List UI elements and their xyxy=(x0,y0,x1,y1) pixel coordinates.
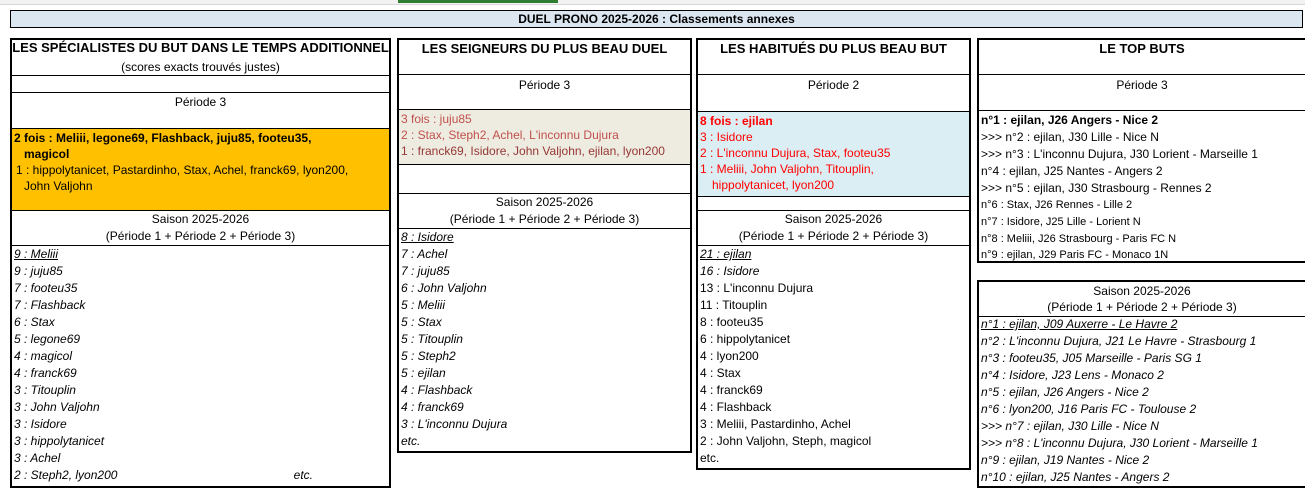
season-top-row: >>> n°7 : ejilan, J30 Lille - Nice N xyxy=(981,419,1159,433)
period-line: 2 : L'inconnu Dujura, Stax, footeu35 xyxy=(700,146,891,160)
period-line: 1 : franck69, Isidore, John Valjohn, ejilan, lyon200 xyxy=(401,144,665,158)
top-row: n°9 : ejilan, J29 Paris FC - Monaco 1N xyxy=(981,249,1169,261)
panel-top-buts-title: LE TOP BUTS xyxy=(1099,41,1185,56)
season-row: 9 : juju85 xyxy=(14,264,63,278)
season-row: 4 : Flashback xyxy=(401,383,473,397)
panel-specialistes-period: Période 3 xyxy=(174,95,227,109)
panel-seigneurs-period-block xyxy=(399,110,690,164)
season-row: 4 : Flashback xyxy=(700,400,772,414)
panel-specialistes-title: LES SPÉCIALISTES DU BUT DANS LE TEMPS ADDITIONNEL xyxy=(12,40,389,55)
period-line-text: 3 fois : juju85 xyxy=(401,112,472,126)
season-row: 6 : hippolytanicet xyxy=(700,332,791,346)
season-row: 4 : lyon200 xyxy=(700,349,759,363)
panel-seigneurs-season: Saison 2025-2026 xyxy=(495,195,594,209)
panel-specialistes-period-block xyxy=(12,129,389,210)
period-line: 2 fois : Meliii, legone69, Flashback, juju85, footeu35, xyxy=(14,131,312,145)
divider xyxy=(979,74,1305,75)
season-row: etc. xyxy=(700,451,720,465)
season-row: 11 : Titouplin xyxy=(700,298,768,312)
season-top-row: n°9 : ejilan, J19 Nantes - Nice 2 xyxy=(981,453,1150,467)
period-line: 3 : Isidore xyxy=(700,130,753,144)
top-row: >>> n°2 : ejilan, J30 Lille - Nice N xyxy=(981,130,1159,144)
panel-seigneurs-period: Période 3 xyxy=(518,78,571,92)
season-row: 9 : Meliii xyxy=(14,247,59,261)
season-row: 5 : Titouplin xyxy=(401,332,463,346)
panel-top-buts-season-title: Saison 2025-2026 xyxy=(1093,284,1191,298)
season-row: 5 : legone69 xyxy=(14,332,81,346)
season-row: 3 : Achel xyxy=(14,451,61,465)
panel-habitues-title: LES HABITUÉS DU PLUS BEAU BUT xyxy=(720,41,947,56)
panel-habitues xyxy=(696,38,971,470)
season-row: 3 : Isidore xyxy=(14,417,67,431)
season-row: 3 : Meliii, Pastardinho, Achel xyxy=(700,417,851,431)
season-row: 7 : Flashback xyxy=(14,298,86,312)
panel-habitues-period-block xyxy=(698,112,969,196)
season-top-row: n°6 : lyon200, J16 Paris FC - Toulouse 2 xyxy=(981,402,1197,416)
season-row: 8 : Isidore xyxy=(401,230,454,244)
panel-top-buts-season-sub: (Période 1 + Période 2 + Période 3) xyxy=(1047,300,1237,314)
season-row: 5 : Meliii xyxy=(401,298,446,312)
season-row: 3 : Titouplin xyxy=(14,383,76,397)
season-row: 4 : magicol xyxy=(14,349,73,363)
page-title: DUEL PRONO 2025-2026 : Classements annexes xyxy=(10,10,1303,28)
panel-top-buts-period: Période 3 xyxy=(1116,78,1168,92)
season-row: 4 : franck69 xyxy=(700,383,763,397)
divider xyxy=(12,75,389,76)
panel-specialistes-subtitle: (scores exacts trouvés justes) xyxy=(121,60,280,74)
panel-specialistes-season: Saison 2025-2026 xyxy=(151,212,250,226)
period-line: magicol xyxy=(24,147,70,161)
season-row-last xyxy=(14,467,387,484)
season-top-row: n°2 : L'inconnu Dujura, J21 Le Havre - Strasbourg 1 xyxy=(981,334,1257,348)
season-row: 3 : L'inconnu Dujura xyxy=(401,417,508,431)
period-line: 2 : Stax, Steph2, Achel, L'inconnu Dujura xyxy=(401,128,619,142)
season-row: etc. xyxy=(401,434,421,448)
period-line xyxy=(401,111,688,127)
panel-specialistes xyxy=(10,38,391,488)
top-row: >>> n°5 : ejilan, J30 Strasbourg - Rennes 2 xyxy=(981,181,1212,195)
season-row: 8 : footeu35 xyxy=(700,315,764,329)
season-top-row: n°1 : ejilan, J09 Auxerre - Le Havre 2 xyxy=(981,317,1178,331)
period-line: 8 fois : ejilan xyxy=(700,114,773,128)
divider xyxy=(698,196,969,197)
panel-top-buts xyxy=(977,38,1305,263)
panel-seigneurs xyxy=(397,38,692,453)
season-row: 7 : Achel xyxy=(401,247,448,261)
period-line: 1 : hippolytanicet, Pastardinho, Stax, Achel, franck69, lyon200, xyxy=(16,163,349,177)
panel-habitues-season: Saison 2025-2026 xyxy=(784,212,883,226)
divider xyxy=(12,92,389,93)
season-row: 7 : footeu35 xyxy=(14,281,78,295)
season-row: 6 : Stax xyxy=(14,315,55,329)
panel-seigneurs-title: LES SEIGNEURS DU PLUS BEAU DUEL xyxy=(421,41,668,56)
top-row: n°7 : Isidore, J25 Lille - Lorient N xyxy=(981,216,1141,228)
top-row: n°6 : Stax, J26 Rennes - Lille 2 xyxy=(981,199,1133,211)
season-row: 3 : John Valjohn xyxy=(14,400,100,414)
period-line: John Valjohn xyxy=(24,179,93,193)
etc-label: etc. xyxy=(293,468,313,482)
season-row: 21 : ejilan xyxy=(700,247,752,261)
top-row: n°4 : ejilan, J25 Nantes - Angers 2 xyxy=(981,164,1163,178)
season-top-row: >>> n°8 : L'inconnu Dujura, J30 Lorient - Marseille 1 xyxy=(981,436,1258,450)
season-row: 4 : franck69 xyxy=(401,400,464,414)
top-row: n°8 : Meliii, J26 Strasbourg - Paris FC N xyxy=(981,233,1177,245)
panel-habitues-period: Période 2 xyxy=(807,78,860,92)
season-row: 6 : John Valjohn xyxy=(401,281,487,295)
season-row: 5 : ejilan xyxy=(401,366,446,380)
season-row: 13 : L'inconnu Dujura xyxy=(700,281,814,295)
season-row: 5 : Stax xyxy=(401,315,442,329)
period-line: hippolytanicet, lyon200 xyxy=(712,178,835,192)
season-row: 2 : Steph2, lyon200 xyxy=(14,468,118,482)
divider xyxy=(399,164,690,165)
season-row: 4 : Stax xyxy=(700,366,741,380)
panel-specialistes-season-sub: (Période 1 + Période 2 + Période 3) xyxy=(105,229,296,243)
panel-seigneurs-season-sub: (Période 1 + Période 2 + Période 3) xyxy=(449,212,640,226)
divider xyxy=(979,110,1305,111)
season-row: 2 : John Valjohn, Steph, magicol xyxy=(700,434,872,448)
season-top-row: n°3 : footeu35, J05 Marseille - Paris SG 1 xyxy=(981,351,1202,365)
season-row: 4 : franck69 xyxy=(14,366,77,380)
divider xyxy=(399,74,690,75)
season-row: 3 : hippolytanicet xyxy=(14,434,105,448)
divider xyxy=(698,74,969,75)
top-row: n°1 : ejilan, J26 Angers - Nice 2 xyxy=(981,113,1159,127)
active-sheet-indicator xyxy=(398,0,558,3)
panel-top-buts-season xyxy=(977,280,1305,488)
top-row: >>> n°3 : L'inconnu Dujura, J30 Lorient - Marseille 1 xyxy=(981,147,1258,161)
period-line: 1 : Meliii, John Valjohn, Titouplin, xyxy=(700,162,874,176)
season-top-row: n°4 : Isidore, J23 Lens - Monaco 2 xyxy=(981,368,1164,382)
spreadsheet-top-strip xyxy=(0,0,1305,5)
season-top-row: n°5 : ejilan, J26 Angers - Nice 2 xyxy=(981,385,1149,399)
season-row: 5 : Steph2 xyxy=(401,349,456,363)
season-row: 16 : Isidore xyxy=(700,264,760,278)
panel-habitues-season-sub: (Période 1 + Période 2 + Période 3) xyxy=(738,229,929,243)
season-row: 7 : juju85 xyxy=(401,264,450,278)
season-top-row: n°10 : ejilan, J25 Nantes - Angers 2 xyxy=(981,470,1170,484)
